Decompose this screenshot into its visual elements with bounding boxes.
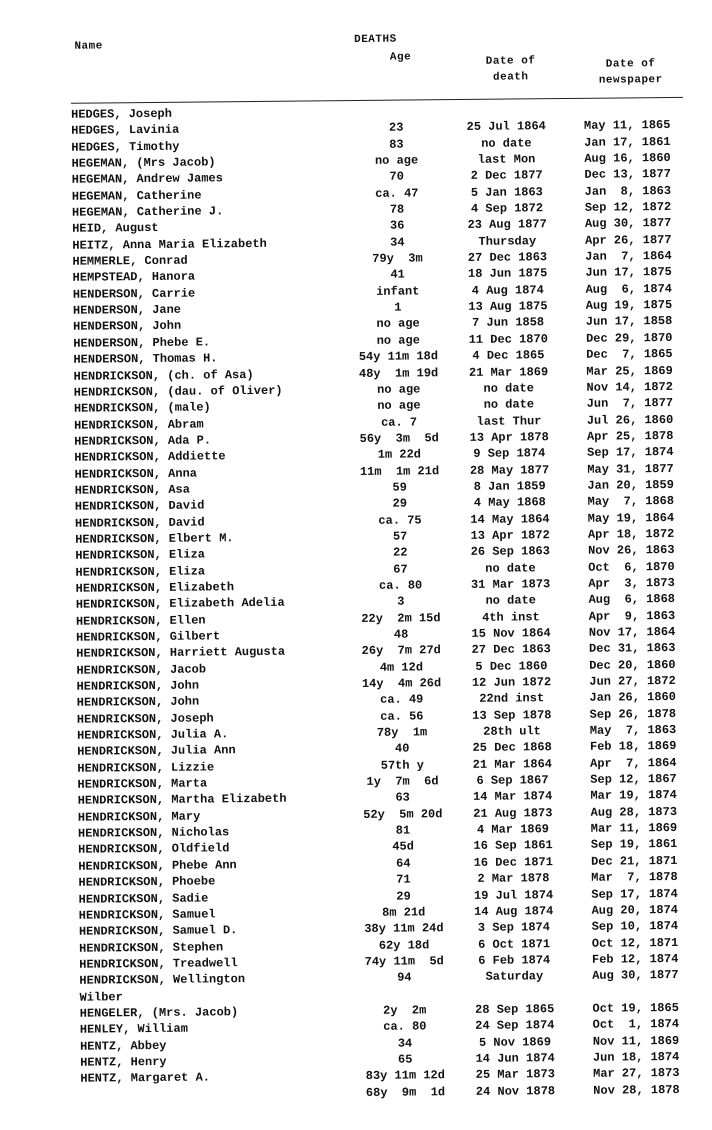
entry-name: HENTZ, Abbey	[79, 1038, 167, 1054]
entry-date-of-newspaper: Sep 12, 1867	[590, 772, 677, 787]
entry-date-of-newspaper: Oct 6, 1870	[588, 559, 675, 575]
entry-name: HENDRICKSON, Julia A.	[76, 727, 229, 743]
entry-name: HENDRICKSON, Wellington	[79, 972, 246, 988]
entry-date-of-death: 25 Mar 1873	[475, 1067, 555, 1083]
entry-age: 78	[389, 202, 405, 217]
entry-age: 8m 21d	[382, 905, 426, 920]
entry-age	[331, 103, 461, 104]
entry-name: HEID, August	[72, 221, 159, 237]
entry-date-of-newspaper: Sep 17, 1874	[591, 886, 678, 902]
entry-date-of-newspaper: Nov 11, 1869	[592, 1033, 680, 1049]
entry-name: HENDRICKSON, Jacob	[76, 662, 207, 678]
entry-date-of-death: no date	[485, 593, 537, 609]
entry-date-of-death: 25 Jul 1864	[466, 119, 546, 135]
entry-date-of-newspaper: Sep 17, 1874	[587, 445, 674, 461]
entry-age: 1m 22d	[377, 447, 422, 463]
entry-name: HENDRICKSON, Stephen	[79, 939, 224, 956]
entry-age: ca. 49	[380, 692, 424, 708]
entry-date-of-death: 4 Aug 1874	[471, 282, 544, 298]
entry-name: HENDERSON, Jane	[72, 302, 182, 318]
entry-name: HENTZ, Henry	[80, 1054, 167, 1070]
entry-date-of-newspaper	[571, 101, 683, 102]
entry-name: HEGEMAN, Catherine J.	[71, 204, 224, 220]
entry-age: 64	[396, 856, 411, 871]
entry-date-of-newspaper: May 31, 1877	[587, 461, 674, 477]
entry-age: 4m 12d	[379, 660, 424, 675]
entry-date-of-death: 24 Nov 1878	[475, 1083, 556, 1099]
date-of-newspaper-header-line2: newspaper	[598, 74, 663, 87]
entry-age: no age	[374, 153, 419, 168]
entry-name: HENGELER, (Mrs. Jacob)	[79, 1005, 239, 1021]
entry-age: 40	[394, 741, 410, 757]
entry-date-of-death: 5 Jan 1863	[470, 184, 543, 200]
entry-name: HEDGES, Joseph	[71, 106, 172, 122]
entry-name: HENDERSON, Thomas H.	[73, 351, 218, 367]
entry-date-of-death: 11 Dec 1870	[468, 331, 548, 347]
entry-date-of-death: 14 Jun 1874	[475, 1051, 555, 1066]
entry-date-of-death: 14 Aug 1874	[474, 903, 554, 919]
entry-date-of-newspaper: Apr 3, 1873	[588, 575, 675, 591]
entry-date-of-newspaper: Mar 11, 1869	[590, 821, 678, 836]
name-column-header: Name	[74, 40, 103, 53]
entry-date-of-newspaper: Dec 7, 1865	[586, 347, 673, 362]
entry-age: no age	[376, 333, 420, 348]
entry-name: HENDRICKSON, David	[74, 515, 205, 531]
date-of-newspaper-header-line1: Date of	[605, 58, 656, 71]
entry-date-of-newspaper: Jan 26, 1860	[589, 690, 676, 706]
entry-name: HENDRICKSON, Mary	[77, 809, 201, 825]
entry-date-of-death: 4 Dec 1865	[472, 348, 545, 364]
entry-date-of-newspaper: Nov 26, 1863	[588, 543, 675, 559]
entry-age: 54y 11m 18d	[358, 349, 439, 365]
entry-date-of-newspaper: Dec 29, 1870	[585, 330, 673, 346]
entry-name: HEDGES, Lavinia	[71, 123, 180, 139]
entry-name: HENDRICKSON, Nicholas	[77, 825, 230, 841]
entry-age: 57	[392, 529, 408, 544]
entry-name: HENDRICKSON, Anna	[74, 466, 198, 482]
entry-date-of-death: 28th ult	[483, 724, 541, 739]
entry-date-of-newspaper: Jun 18, 1874	[592, 1049, 680, 1065]
entry-date-of-newspaper: Aug 6, 1874	[585, 281, 673, 297]
entry-name: HENDRICKSON, Ada P.	[74, 433, 212, 449]
entry-date-of-newspaper: Aug 19, 1875	[585, 298, 673, 313]
entry-name: HEDGES, Timothy	[71, 139, 180, 155]
entry-age: 78y 1m	[376, 725, 428, 740]
entry-age: 26y 7m 27d	[361, 643, 441, 659]
entry-age: 36	[389, 218, 405, 234]
entry-name: HENDERSON, Phebe E.	[73, 335, 211, 351]
entry-date-of-death: 19 Jul 1874	[473, 887, 554, 903]
entry-date-of-newspaper: Jan 7, 1864	[585, 249, 672, 264]
entry-date-of-newspaper: Oct 1, 1874	[592, 1017, 680, 1033]
entry-age: 57th y	[380, 758, 425, 773]
entry-age: 1y 7m 6d	[366, 774, 439, 790]
entry-name: HENDRICKSON, Treadwell	[79, 956, 238, 972]
entry-name: HENDRICKSON, (male)	[73, 400, 211, 416]
entry-name: HENDRICKSON, Abram	[74, 417, 204, 433]
entry-age: 45d	[392, 839, 414, 855]
entry-date-of-newspaper: Apr 18, 1872	[587, 526, 675, 542]
entry-age: 22y 2m 15d	[361, 610, 441, 626]
entry-name: HENDRICKSON, John	[76, 678, 200, 694]
entry-date-of-death: 13 Apr 1878	[469, 430, 549, 445]
entry-date-of-newspaper: Sep 26, 1878	[589, 706, 677, 722]
entry-date-of-newspaper: Sep 12, 1872	[584, 200, 672, 215]
entry-date-of-newspaper: Apr 25, 1878	[586, 428, 674, 444]
entry-name: HENDRICKSON, Addiette	[74, 449, 226, 465]
entry-name: HENDRICKSON, Asa	[74, 482, 190, 498]
entry-age: 59	[392, 480, 407, 495]
entry-date-of-newspaper: May 7, 1868	[587, 494, 675, 510]
entry-age: 62y 18d	[378, 937, 430, 953]
entry-name: HEMPSTEAD, Hanora	[72, 269, 196, 286]
entry-name: HEMMERLE, Conrad	[72, 253, 188, 269]
entry-name: HENDRICKSON, Phebe Ann	[78, 857, 237, 874]
entry-date-of-death: 8 Jan 1859	[473, 479, 546, 494]
entry-date-of-newspaper: Aug 30, 1877	[584, 216, 672, 232]
entry-name: HEGEMAN, (Mrs Jacob)	[71, 155, 216, 171]
entry-date-of-newspaper: Jan 17, 1861	[584, 134, 671, 150]
entry-date-of-death: 21 Mar 1864	[472, 756, 553, 772]
entry-date-of-death: 4 Mar 1869	[476, 822, 550, 838]
entry-date-of-death: 14 May 1864	[470, 511, 550, 527]
entry-date-of-death: last Thur	[476, 413, 542, 429]
entry-date-of-death: 18 Jun 1875	[467, 266, 548, 282]
entry-date-of-death: 2 Mar 1878	[477, 871, 550, 887]
entry-date-of-death: 31 Mar 1873	[470, 577, 551, 592]
entry-age: 63	[395, 790, 410, 806]
entry-age: ca. 56	[380, 709, 424, 724]
entry-name: HENTZ, Margaret A.	[80, 1070, 211, 1086]
entry-age: no age	[377, 382, 421, 397]
entry-age: 56y 3m 5d	[359, 431, 439, 446]
entry-age: 11m 1m 21d	[359, 463, 440, 479]
entry-date-of-newspaper: Aug 30, 1877	[592, 968, 679, 983]
entry-name: HENDRICKSON, Sadie	[78, 890, 209, 907]
entry-age: 23	[388, 120, 404, 136]
entry-age: 74y 11m 5d	[364, 954, 444, 969]
entry-age: 83y 11m 12d	[365, 1068, 446, 1084]
entry-name: HENDRICKSON, (dau. of Oliver)	[73, 383, 283, 400]
entry-date-of-newspaper: Dec 20, 1860	[589, 657, 676, 673]
entry-age: 3	[397, 594, 405, 609]
entry-age: ca. 80	[383, 1019, 427, 1035]
entry-name: HENDRICKSON, Elizabeth Adelia	[75, 596, 285, 613]
entry-date-of-newspaper: Mar 19, 1874	[590, 788, 677, 804]
entry-age: ca. 47	[375, 186, 419, 201]
entry-date-of-death: 4 May 1868	[473, 495, 546, 511]
entry-name: HENDRICKSON, Harriett Augusta	[76, 645, 286, 662]
entry-date-of-newspaper: May 11, 1865	[583, 118, 671, 134]
entry-age: 48	[393, 627, 409, 642]
date-of-death-header-line1: Date of	[485, 55, 536, 68]
entry-date-of-newspaper: Jun 17, 1875	[585, 265, 672, 281]
entry-date-of-newspaper: Oct 19, 1865	[592, 1000, 679, 1016]
entry-name: HENDRICKSON, Eliza	[75, 564, 206, 580]
entry-date-of-newspaper: Mar 7, 1878	[591, 870, 678, 885]
entry-age: 29	[392, 496, 408, 511]
entry-name: HENDRICKSON, Eliza	[75, 547, 206, 564]
entry-age: infant	[376, 284, 420, 299]
entry-age: 83	[389, 137, 404, 152]
entry-date-of-newspaper: Apr 7, 1864	[590, 755, 677, 771]
entry-date-of-death: 5 Dec 1860	[475, 658, 548, 674]
entry-date-of-death: 2 Dec 1877	[470, 168, 543, 184]
entry-date-of-newspaper: Dec 31, 1863	[588, 641, 676, 657]
entry-age: 2y 2m	[383, 1003, 427, 1018]
section-title: DEATHS	[354, 33, 397, 47]
entry-name: HEITZ, Anna Maria Elizabeth	[72, 236, 267, 253]
entry-date-of-newspaper: Nov 28, 1878	[593, 1082, 680, 1098]
entry-date-of-newspaper: Apr 26, 1877	[585, 232, 672, 248]
entry-date-of-newspaper: Aug 6, 1868	[588, 592, 676, 608]
entry-name: HENDERSON, Carrie	[72, 286, 196, 302]
entry-date-of-death: 16 Sep 1861	[473, 838, 553, 854]
entry-name: HENDRICKSON, Phoebe	[78, 874, 216, 890]
entry-date-of-newspaper: Nov 14, 1872	[586, 379, 673, 395]
entry-date-of-death: 6 Sep 1867	[476, 773, 549, 788]
entry-age: 41	[390, 267, 405, 283]
entry-date-of-newspaper: Sep 19, 1861	[590, 837, 678, 853]
entry-age: 79y 3m	[372, 251, 423, 266]
entry-name: HENDRICKSON, Oldfield	[78, 841, 230, 858]
entry-date-of-newspaper: Jan 20, 1859	[587, 477, 674, 493]
entry-date-of-death: 21 Aug 1873	[473, 805, 553, 821]
entry-age: ca. 75	[378, 512, 422, 528]
entry-date-of-death: Thursday	[478, 234, 537, 249]
entry-age: 68y 9m 1d	[365, 1084, 446, 1100]
entry-date-of-death: 4th inst	[482, 609, 540, 625]
entry-age: 34	[390, 235, 405, 250]
entry-date-of-death: 26 Sep 1863	[470, 544, 550, 560]
entry-name: HENDRICKSON, Julia Ann	[77, 743, 236, 760]
entry-name: HENDRICKSON, Samuel D.	[78, 923, 238, 939]
entry-name: Wilber	[79, 989, 123, 1005]
entry-date-of-death: 22nd inst	[479, 691, 545, 707]
entry-date-of-newspaper: Apr 9, 1863	[588, 608, 676, 624]
entry-name: HENDRICKSON, Joseph	[76, 711, 214, 727]
entry-age: 34	[397, 1036, 413, 1051]
entry-age: 29	[396, 889, 411, 904]
entry-age: 22	[393, 545, 408, 560]
entry-date-of-death: 9 Sep 1874	[473, 446, 546, 462]
entry-date-of-death: 13 Aug 1875	[468, 299, 548, 315]
entry-name: HENDRICKSON, Elbert M.	[75, 531, 234, 547]
entry-age: 70	[389, 169, 404, 185]
entry-name: HENDRICKSON, Marta	[77, 776, 208, 792]
entry-age: no age	[377, 398, 421, 414]
entry-date-of-newspaper: Feb 18, 1869	[589, 739, 677, 755]
entry-date-of-death	[451, 102, 561, 103]
entry-date-of-newspaper: Aug 20, 1874	[591, 902, 679, 918]
entry-age: ca. 7	[380, 414, 418, 430]
entry-date-of-newspaper: Mar 25, 1869	[586, 363, 673, 379]
entry-date-of-newspaper: Dec 13, 1877	[584, 167, 671, 183]
entry-date-of-death: 6 Feb 1874	[478, 953, 551, 968]
entry-name: HENDRICKSON, Elizabeth	[75, 580, 235, 596]
entry-age: no age	[376, 316, 420, 332]
entry-name: HENDRICKSON, (ch. of Asa)	[73, 367, 254, 384]
entry-date-of-newspaper: Sep 10, 1874	[591, 919, 679, 934]
entry-date-of-death: 4 Sep 1872	[470, 201, 544, 216]
entry-date-of-death: 16 Dec 1871	[473, 854, 553, 870]
entry-name: HENDRICKSON, David	[74, 498, 205, 514]
entry-date-of-death: 28 May 1877	[469, 462, 550, 478]
entry-date-of-newspaper: May 7, 1863	[589, 723, 677, 738]
entry-date-of-death: 28 Sep 1865	[475, 1002, 555, 1017]
entry-date-of-newspaper: Jul 26, 1860	[586, 412, 674, 428]
entry-date-of-newspaper: Nov 17, 1864	[588, 624, 676, 640]
entry-date-of-death: 21 Mar 1869	[468, 364, 549, 380]
entry-name: HENDRICKSON, Samuel	[78, 907, 216, 923]
entry-date-of-death: 7 Jun 1858	[472, 315, 545, 331]
entry-name: HENLEY, William	[79, 1021, 188, 1037]
entry-date-of-newspaper: Jan 8, 1863	[584, 183, 672, 199]
entry-name: HENDRICKSON, Gilbert	[76, 629, 221, 645]
entry-name: HENDRICKSON, John	[76, 694, 200, 711]
entry-date-of-newspaper: Jun 17, 1858	[585, 314, 673, 330]
entry-age: 65	[397, 1052, 413, 1067]
entry-date-of-newspaper: Aug 16, 1860	[584, 151, 671, 166]
entry-date-of-newspaper: Jun 7, 1877	[586, 396, 674, 411]
entry-date-of-death: 14 Mar 1874	[472, 789, 553, 805]
entry-date-of-death: last Mon	[477, 152, 536, 167]
entry-name: HENDRICKSON, Ellen	[75, 613, 206, 629]
entry-age	[339, 986, 469, 987]
entry-date-of-newspaper: Oct 12, 1871	[591, 935, 679, 951]
entry-date-of-death: 25 Dec 1868	[472, 740, 552, 756]
entry-date-of-death: 12 Jun 1872	[471, 675, 552, 690]
entry-date-of-death: 5 Nov 1869	[478, 1034, 552, 1050]
entry-date-of-death: Saturday	[485, 969, 544, 985]
entry-name: HENDRICKSON, Martha Elizabeth	[77, 792, 287, 809]
entry-age: 81	[395, 823, 411, 838]
entry-date-of-death: 23 Aug 1877	[467, 217, 547, 233]
entry-date-of-death: 27 Dec 1863	[471, 642, 551, 658]
entry-name: HEGEMAN, Andrew James	[71, 171, 224, 188]
entry-date-of-death: no date	[481, 136, 532, 151]
entry-age: 67	[393, 562, 408, 577]
deaths-table	[1, 101, 712, 1105]
entry-age: ca. 80	[378, 578, 423, 593]
entry-date-of-death: 13 Apr 1872	[470, 528, 550, 543]
entry-date-of-death: 15 Nov 1864	[471, 626, 551, 641]
entry-date-of-death: no date	[485, 560, 536, 576]
entry-date-of-newspaper: Jun 27, 1872	[589, 673, 676, 689]
entry-age: 52y 5m 20d	[363, 806, 443, 822]
entry-date-of-death: no date	[483, 381, 535, 396]
entry-date-of-newspaper: Feb 12, 1874	[591, 951, 679, 967]
entry-date-of-death: no date	[483, 397, 535, 412]
entry-date-of-death	[459, 985, 569, 986]
entry-date-of-newspaper	[579, 983, 691, 984]
age-column-header: Age	[389, 51, 412, 64]
entry-name: HENDERSON, John	[73, 319, 182, 335]
entry-age: 14y 4m 26d	[361, 676, 442, 692]
date-of-death-header-line2: death	[492, 71, 529, 84]
entry-name: HEGEMAN, Catherine	[71, 188, 202, 204]
entry-date-of-newspaper: May 19, 1864	[587, 510, 675, 526]
entry-age: 1	[394, 300, 402, 315]
entry-date-of-newspaper: Dec 21, 1871	[590, 853, 678, 869]
entry-date-of-death: 24 Sep 1874	[475, 1018, 555, 1034]
entry-age: 48y 1m 19d	[358, 365, 439, 381]
entry-date-of-death: 13 Sep 1878	[472, 707, 552, 723]
entry-date-of-newspaper: Aug 28, 1873	[590, 804, 678, 820]
entry-date-of-death: 27 Dec 1863	[467, 250, 548, 266]
entry-date-of-death: 3 Sep 1874	[477, 920, 550, 936]
entry-age: 94	[397, 970, 412, 985]
entry-date-of-death: 6 Oct 1871	[477, 936, 551, 952]
entry-age: 71	[396, 872, 411, 887]
entry-name: HENDRICKSON, Lizzie	[77, 760, 215, 776]
entry-date-of-newspaper: Mar 27, 1873	[593, 1066, 680, 1082]
entry-age: 38y 11m 24d	[364, 921, 444, 937]
